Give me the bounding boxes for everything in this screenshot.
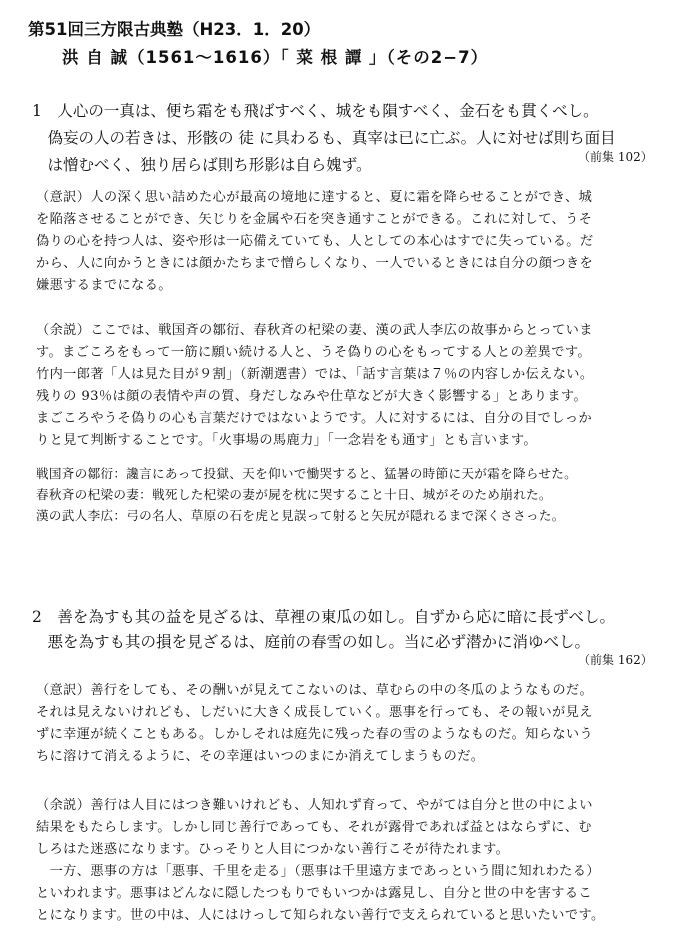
- section1-translation-line: （意訳）人の深く思い詰めた心が最高の境地に達すると、夏に霜を降らせることができ、城: [36, 190, 593, 205]
- section1-original-text: [32, 100, 616, 177]
- section1-translation-line: 偽りの心を持つ人は、姿や形は一応備えていても、人としての本心はすでに失っている。だ: [36, 234, 594, 249]
- section2-translation-line: それは見えないけれども、しだいに大きく成長していく。悪事を行っても、その報いが見え: [36, 705, 593, 720]
- section1-original-line: は憎むべく、独り居らば則ち形影は自ら媿ず。: [32, 156, 372, 174]
- section1-original-line: 偽妄の人の若きは、形骸の 徒 に具わるも、真宰は已に亡ぶ。人に対せば則ち面目: [32, 129, 616, 147]
- section2-commentary: [36, 795, 605, 927]
- section1-commentary-line: 残りの 93％は顔の表情や声の質、身だしなみや仕草などが大きく影響する」とあります。: [36, 389, 588, 404]
- section2-commentary-line: 結果をもたらします。しかし同じ善行であっても、それが露骨であれば益とはならずに、む: [36, 820, 592, 835]
- section1-commentary-line: す。まごころをもって一筋に願い続ける人と、うそ偽りの心をもってする人との差異です。: [36, 345, 591, 360]
- section1-translation-line: を陥落させることができ、矢じりを金属や石を突き通すことができる。これに対して、うそ: [36, 212, 593, 227]
- section2-translation-line: ずに幸運が続くこともある。しかしそれは庭先に残った春の雪のようなものだ。知らないう: [36, 727, 594, 742]
- section2-original-text: [32, 605, 615, 655]
- section1-translation-line: 嫌悪するまでになる。: [36, 278, 172, 293]
- document-subtitle: 洪 自 誠（1561〜1616）「 菜 根 譚 」（その2−7）: [62, 48, 489, 67]
- section1-notes: [36, 463, 577, 526]
- section1-commentary: [36, 320, 593, 452]
- section1-note: 戦国斉の鄒衍：讒言にあって投獄、天を仰いで慟哭すると、猛暑の時節に天が霜を降らせた。: [36, 466, 578, 481]
- section2-translation-line: （意訳）善行をしても、その酬いが見えてこないのは、草むらの中の冬瓜のようなものだ。: [36, 683, 594, 698]
- section2-commentary-line: 一方、悪事の方は「悪事、千里を走る」（悪事は千里遠方まであっという間に知れわたる）: [36, 864, 600, 879]
- section1-translation: [36, 187, 593, 297]
- section2-translation-line: ちに溶けて消えるように、その幸運はいつのまにか消えてしまうものだ。: [36, 749, 485, 764]
- section2-original-line: 悪を為すも其の損を見ざるは、庭前の春雪の如し。当に必ず潜かに消ゆべし。: [32, 633, 591, 651]
- section2-commentary-line: といわれます。悪事はどんなに隠したつもりでもいつかは露見し、自分と世の中を害するこ: [36, 886, 593, 901]
- section2-original-line: 2 善を為すも其の益を見ざるは、草裡の東瓜の如し。自ずから応に暗に長ずべし。: [32, 608, 616, 626]
- section1-original-line: 1 人心の一真は、便ち霜をも飛ばすべく、城をも隕すべく、金石をも貫くべし。: [32, 102, 599, 120]
- section1-translation-line: から、人に向かうときには顔かたちまで憎らしくなり、一人でいるときには自分の顔つきを: [36, 256, 594, 271]
- section1-note: 春秋斉の杞梁の妻：戦死した杞梁の妻が屍を枕に哭すること十日、城がそのため崩れた。: [36, 487, 552, 502]
- section1-commentary-line: （余説）ここでは、戦国斉の鄒衍、春秋斉の杞梁の妻、漢の武人李広の故事からとっていま: [36, 323, 593, 338]
- section1-commentary-line: まごころやうそ偽りの心も言葉だけではないようです。人に対するには、自分の目でしっか: [36, 411, 593, 426]
- section1-commentary-line: りと見て判断することです。「火事場の馬鹿力」「一念岩をも通す」とも言います。: [36, 433, 538, 448]
- section1-note: 漢の武人李広：弓の名人、草原の石を虎と見誤って射ると矢尻が隠れるまで深くささった。: [36, 508, 565, 523]
- section2-commentary-line: とになります。世の中は、人にはけっして知られない善行で支えられていると思いたいです。: [36, 908, 605, 923]
- section2-commentary-line: しろはた迷惑になります。ひっそりと人目につかない善行こそが待たれます。: [36, 842, 510, 857]
- section1-commentary-line: 竹内一郎著「人は見た目が９割」（新潮選書）では、「話す言葉は７％の内容しか伝えない。: [36, 367, 594, 382]
- section2-translation: [36, 680, 593, 768]
- section2-commentary-line: （余説）善行は人目にはつき難いけれども、人知れず育って、やがては自分と世の中によい: [36, 798, 593, 813]
- document-title: 第51回三方限古典塾（H23．1．20）: [28, 20, 321, 39]
- section1-source: （前集 102）: [578, 150, 653, 164]
- section2-source: （前集 162）: [578, 653, 653, 667]
